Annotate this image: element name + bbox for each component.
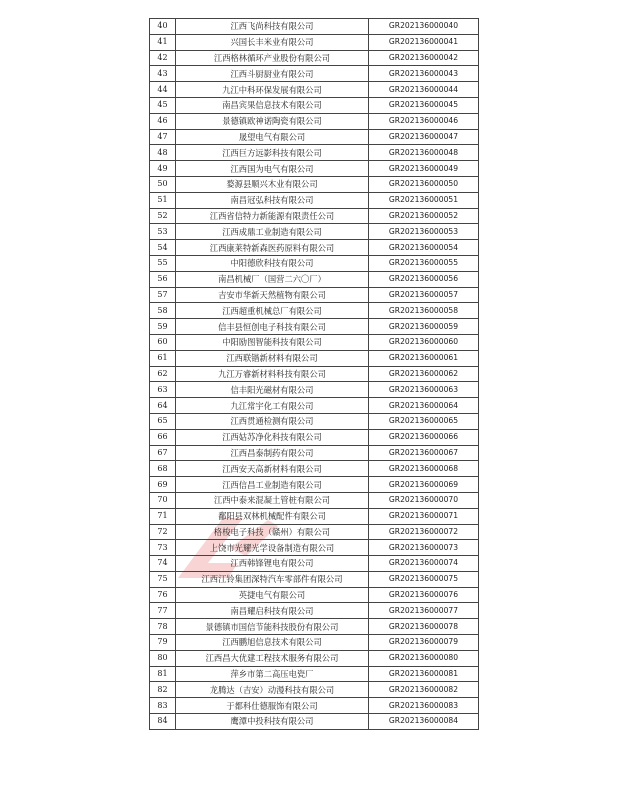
company-name: 江西江铃集团深特汽车零部件有限公司: [176, 571, 369, 587]
company-name: 景德镇欧神诺陶瓷有限公司: [176, 113, 369, 129]
certificate-code: GR202136000065: [369, 413, 479, 429]
row-number: 79: [150, 635, 176, 651]
company-name: 婺源县顺兴木业有限公司: [176, 176, 369, 192]
table-row: [150, 429, 479, 445]
certificate-code: GR202136000054: [369, 240, 479, 256]
company-name: 格梭电子科技（赣州）有限公司: [176, 524, 369, 540]
row-number: 66: [150, 429, 176, 445]
certificate-code: GR202136000077: [369, 603, 479, 619]
table-row: [150, 97, 479, 113]
row-number: 61: [150, 350, 176, 366]
row-number: 58: [150, 303, 176, 319]
row-number: 59: [150, 319, 176, 335]
table-row: [150, 287, 479, 303]
row-number: 68: [150, 461, 176, 477]
certificate-code: GR202136000044: [369, 82, 479, 98]
certificate-code: GR202136000050: [369, 176, 479, 192]
company-name: 江西超重机械总厂有限公司: [176, 303, 369, 319]
company-name: 江西斗厨厨业有限公司: [176, 66, 369, 82]
table-row: [150, 508, 479, 524]
certificate-code: GR202136000042: [369, 50, 479, 66]
table-row: [150, 650, 479, 666]
company-name: 九江常宇化工有限公司: [176, 398, 369, 414]
table-row: [150, 255, 479, 271]
certificate-code: GR202136000051: [369, 192, 479, 208]
enterprise-table: [149, 18, 479, 730]
company-name: 江西鹏旭信息技术有限公司: [176, 635, 369, 651]
certificate-code: GR202136000052: [369, 208, 479, 224]
table-row: [150, 698, 479, 714]
certificate-code: GR202136000082: [369, 682, 479, 698]
table-row: [150, 556, 479, 572]
company-name: 龙腾达（吉安）动漫科技有限公司: [176, 682, 369, 698]
certificate-code: GR202136000057: [369, 287, 479, 303]
company-name: 于都科仕德服饰有限公司: [176, 698, 369, 714]
company-name: 江西姑苏净化科技有限公司: [176, 429, 369, 445]
table-row: [150, 492, 479, 508]
company-name: 南昌冠弘科技有限公司: [176, 192, 369, 208]
certificate-code: GR202136000066: [369, 429, 479, 445]
table-row: [150, 366, 479, 382]
certificate-code: GR202136000078: [369, 619, 479, 635]
row-number: 71: [150, 508, 176, 524]
company-name: 江西昌泰制药有限公司: [176, 445, 369, 461]
certificate-code: GR202136000059: [369, 319, 479, 335]
row-number: 43: [150, 66, 176, 82]
company-name: 南昌宾果信息技术有限公司: [176, 97, 369, 113]
row-number: 81: [150, 666, 176, 682]
table-row: [150, 571, 479, 587]
certificate-code: GR202136000073: [369, 540, 479, 556]
company-name: 兴国长丰米业有限公司: [176, 34, 369, 50]
table-row: [150, 66, 479, 82]
certificate-code: GR202136000053: [369, 224, 479, 240]
table-row: [150, 161, 479, 177]
row-number: 50: [150, 176, 176, 192]
row-number: 52: [150, 208, 176, 224]
table-row: [150, 524, 479, 540]
row-number: 69: [150, 477, 176, 493]
row-number: 78: [150, 619, 176, 635]
company-name: 九江中科环保发展有限公司: [176, 82, 369, 98]
certificate-code: GR202136000079: [369, 635, 479, 651]
table-row: [150, 50, 479, 66]
certificate-code: GR202136000068: [369, 461, 479, 477]
table-row: [150, 145, 479, 161]
row-number: 75: [150, 571, 176, 587]
company-name: 江西联锴新材料有限公司: [176, 350, 369, 366]
row-number: 55: [150, 255, 176, 271]
table-row: [150, 587, 479, 603]
certificate-code: GR202136000043: [369, 66, 479, 82]
table-row: [150, 334, 479, 350]
certificate-code: GR202136000045: [369, 97, 479, 113]
table-row: [150, 619, 479, 635]
company-name: 江西飞尚科技有限公司: [176, 19, 369, 35]
table-row: [150, 240, 479, 256]
table-row: [150, 224, 479, 240]
certificate-code: GR202136000081: [369, 666, 479, 682]
company-name: 江西贯通检测有限公司: [176, 413, 369, 429]
company-name: 江西安天高新材料有限公司: [176, 461, 369, 477]
certificate-code: GR202136000046: [369, 113, 479, 129]
row-number: 53: [150, 224, 176, 240]
row-number: 49: [150, 161, 176, 177]
certificate-code: GR202136000083: [369, 698, 479, 714]
certificate-code: GR202136000047: [369, 129, 479, 145]
certificate-code: GR202136000061: [369, 350, 479, 366]
company-name: 江西中泰来混凝土管桩有限公司: [176, 492, 369, 508]
row-number: 44: [150, 82, 176, 98]
row-number: 64: [150, 398, 176, 414]
company-name: 信丰县恒创电子科技有限公司: [176, 319, 369, 335]
table-row: [150, 82, 479, 98]
table-row: [150, 113, 479, 129]
row-number: 54: [150, 240, 176, 256]
certificate-code: GR202136000064: [369, 398, 479, 414]
row-number: 40: [150, 19, 176, 35]
table-row: [150, 477, 479, 493]
row-number: 72: [150, 524, 176, 540]
table-row: [150, 303, 479, 319]
certificate-code: GR202136000067: [369, 445, 479, 461]
table-row: [150, 192, 479, 208]
row-number: 67: [150, 445, 176, 461]
company-name: 江西信昌工业制造有限公司: [176, 477, 369, 493]
row-number: 46: [150, 113, 176, 129]
certificate-code: GR202136000048: [369, 145, 479, 161]
table-row: [150, 461, 479, 477]
row-number: 41: [150, 34, 176, 50]
certificate-code: GR202136000041: [369, 34, 479, 50]
row-number: 74: [150, 556, 176, 572]
table-row: [150, 682, 479, 698]
company-name: 英捷电气有限公司: [176, 587, 369, 603]
row-number: 57: [150, 287, 176, 303]
table-row: [150, 129, 479, 145]
company-name: 江西康莱特新森医药原料有限公司: [176, 240, 369, 256]
row-number: 51: [150, 192, 176, 208]
table-row: [150, 350, 479, 366]
row-number: 60: [150, 334, 176, 350]
table-row: [150, 34, 479, 50]
company-name: 南昌机械厂（国营二六〇厂）: [176, 271, 369, 287]
company-name: 南昌耀启科技有限公司: [176, 603, 369, 619]
table-row: [150, 445, 479, 461]
table-row: [150, 19, 479, 35]
certificate-code: GR202136000076: [369, 587, 479, 603]
company-name: 江西成鼎工业制造有限公司: [176, 224, 369, 240]
certificate-code: GR202136000062: [369, 366, 479, 382]
company-name: 晟望电气有限公司: [176, 129, 369, 145]
company-name: 鹰潭中投科技有限公司: [176, 714, 369, 730]
row-number: 70: [150, 492, 176, 508]
certificate-code: GR202136000060: [369, 334, 479, 350]
certificate-code: GR202136000075: [369, 571, 479, 587]
row-number: 62: [150, 366, 176, 382]
company-name: 中阳励图智能科技有限公司: [176, 334, 369, 350]
row-number: 76: [150, 587, 176, 603]
table-row: [150, 208, 479, 224]
certificate-code: GR202136000055: [369, 255, 479, 271]
company-name: 江西省信特力新能源有限责任公司: [176, 208, 369, 224]
certificate-code: GR202136000049: [369, 161, 479, 177]
certificate-code: GR202136000058: [369, 303, 479, 319]
table-row: [150, 319, 479, 335]
row-number: 56: [150, 271, 176, 287]
row-number: 47: [150, 129, 176, 145]
company-name: 江西国为电气有限公司: [176, 161, 369, 177]
certificate-code: GR202136000071: [369, 508, 479, 524]
table-row: [150, 271, 479, 287]
company-name: 江西昌大优建工程技术服务有限公司: [176, 650, 369, 666]
table-row: [150, 398, 479, 414]
row-number: 84: [150, 714, 176, 730]
certificate-code: GR202136000080: [369, 650, 479, 666]
row-number: 82: [150, 682, 176, 698]
company-name: 九江万睿新材料科技有限公司: [176, 366, 369, 382]
certificate-code: GR202136000063: [369, 382, 479, 398]
company-name: 鄱阳县双林机械配件有限公司: [176, 508, 369, 524]
table-row: [150, 382, 479, 398]
table-row: [150, 635, 479, 651]
company-name: 上饶市光耀光学设备制造有限公司: [176, 540, 369, 556]
row-number: 83: [150, 698, 176, 714]
certificate-code: GR202136000040: [369, 19, 479, 35]
company-name: 江西巨方远影科技有限公司: [176, 145, 369, 161]
table-row: [150, 540, 479, 556]
certificate-code: GR202136000074: [369, 556, 479, 572]
company-name: 景德镇市国信节能科技股份有限公司: [176, 619, 369, 635]
row-number: 73: [150, 540, 176, 556]
certificate-code: GR202136000084: [369, 714, 479, 730]
row-number: 48: [150, 145, 176, 161]
company-name: 萍乡市第二高压电瓷厂: [176, 666, 369, 682]
company-name: 信丰阳光磁材有限公司: [176, 382, 369, 398]
company-name: 江西格林循环产业股份有限公司: [176, 50, 369, 66]
table-row: [150, 714, 479, 730]
row-number: 65: [150, 413, 176, 429]
table-row: [150, 413, 479, 429]
table-row: [150, 603, 479, 619]
certificate-code: GR202136000072: [369, 524, 479, 540]
company-name: 吉安市华新天然植物有限公司: [176, 287, 369, 303]
certificate-code: GR202136000069: [369, 477, 479, 493]
table-row: [150, 176, 479, 192]
table-row: [150, 666, 479, 682]
company-name: 江西韩锋锂电有限公司: [176, 556, 369, 572]
row-number: 80: [150, 650, 176, 666]
row-number: 77: [150, 603, 176, 619]
certificate-code: GR202136000070: [369, 492, 479, 508]
row-number: 42: [150, 50, 176, 66]
row-number: 45: [150, 97, 176, 113]
company-name: 中阳德欣科技有限公司: [176, 255, 369, 271]
certificate-code: GR202136000056: [369, 271, 479, 287]
row-number: 63: [150, 382, 176, 398]
